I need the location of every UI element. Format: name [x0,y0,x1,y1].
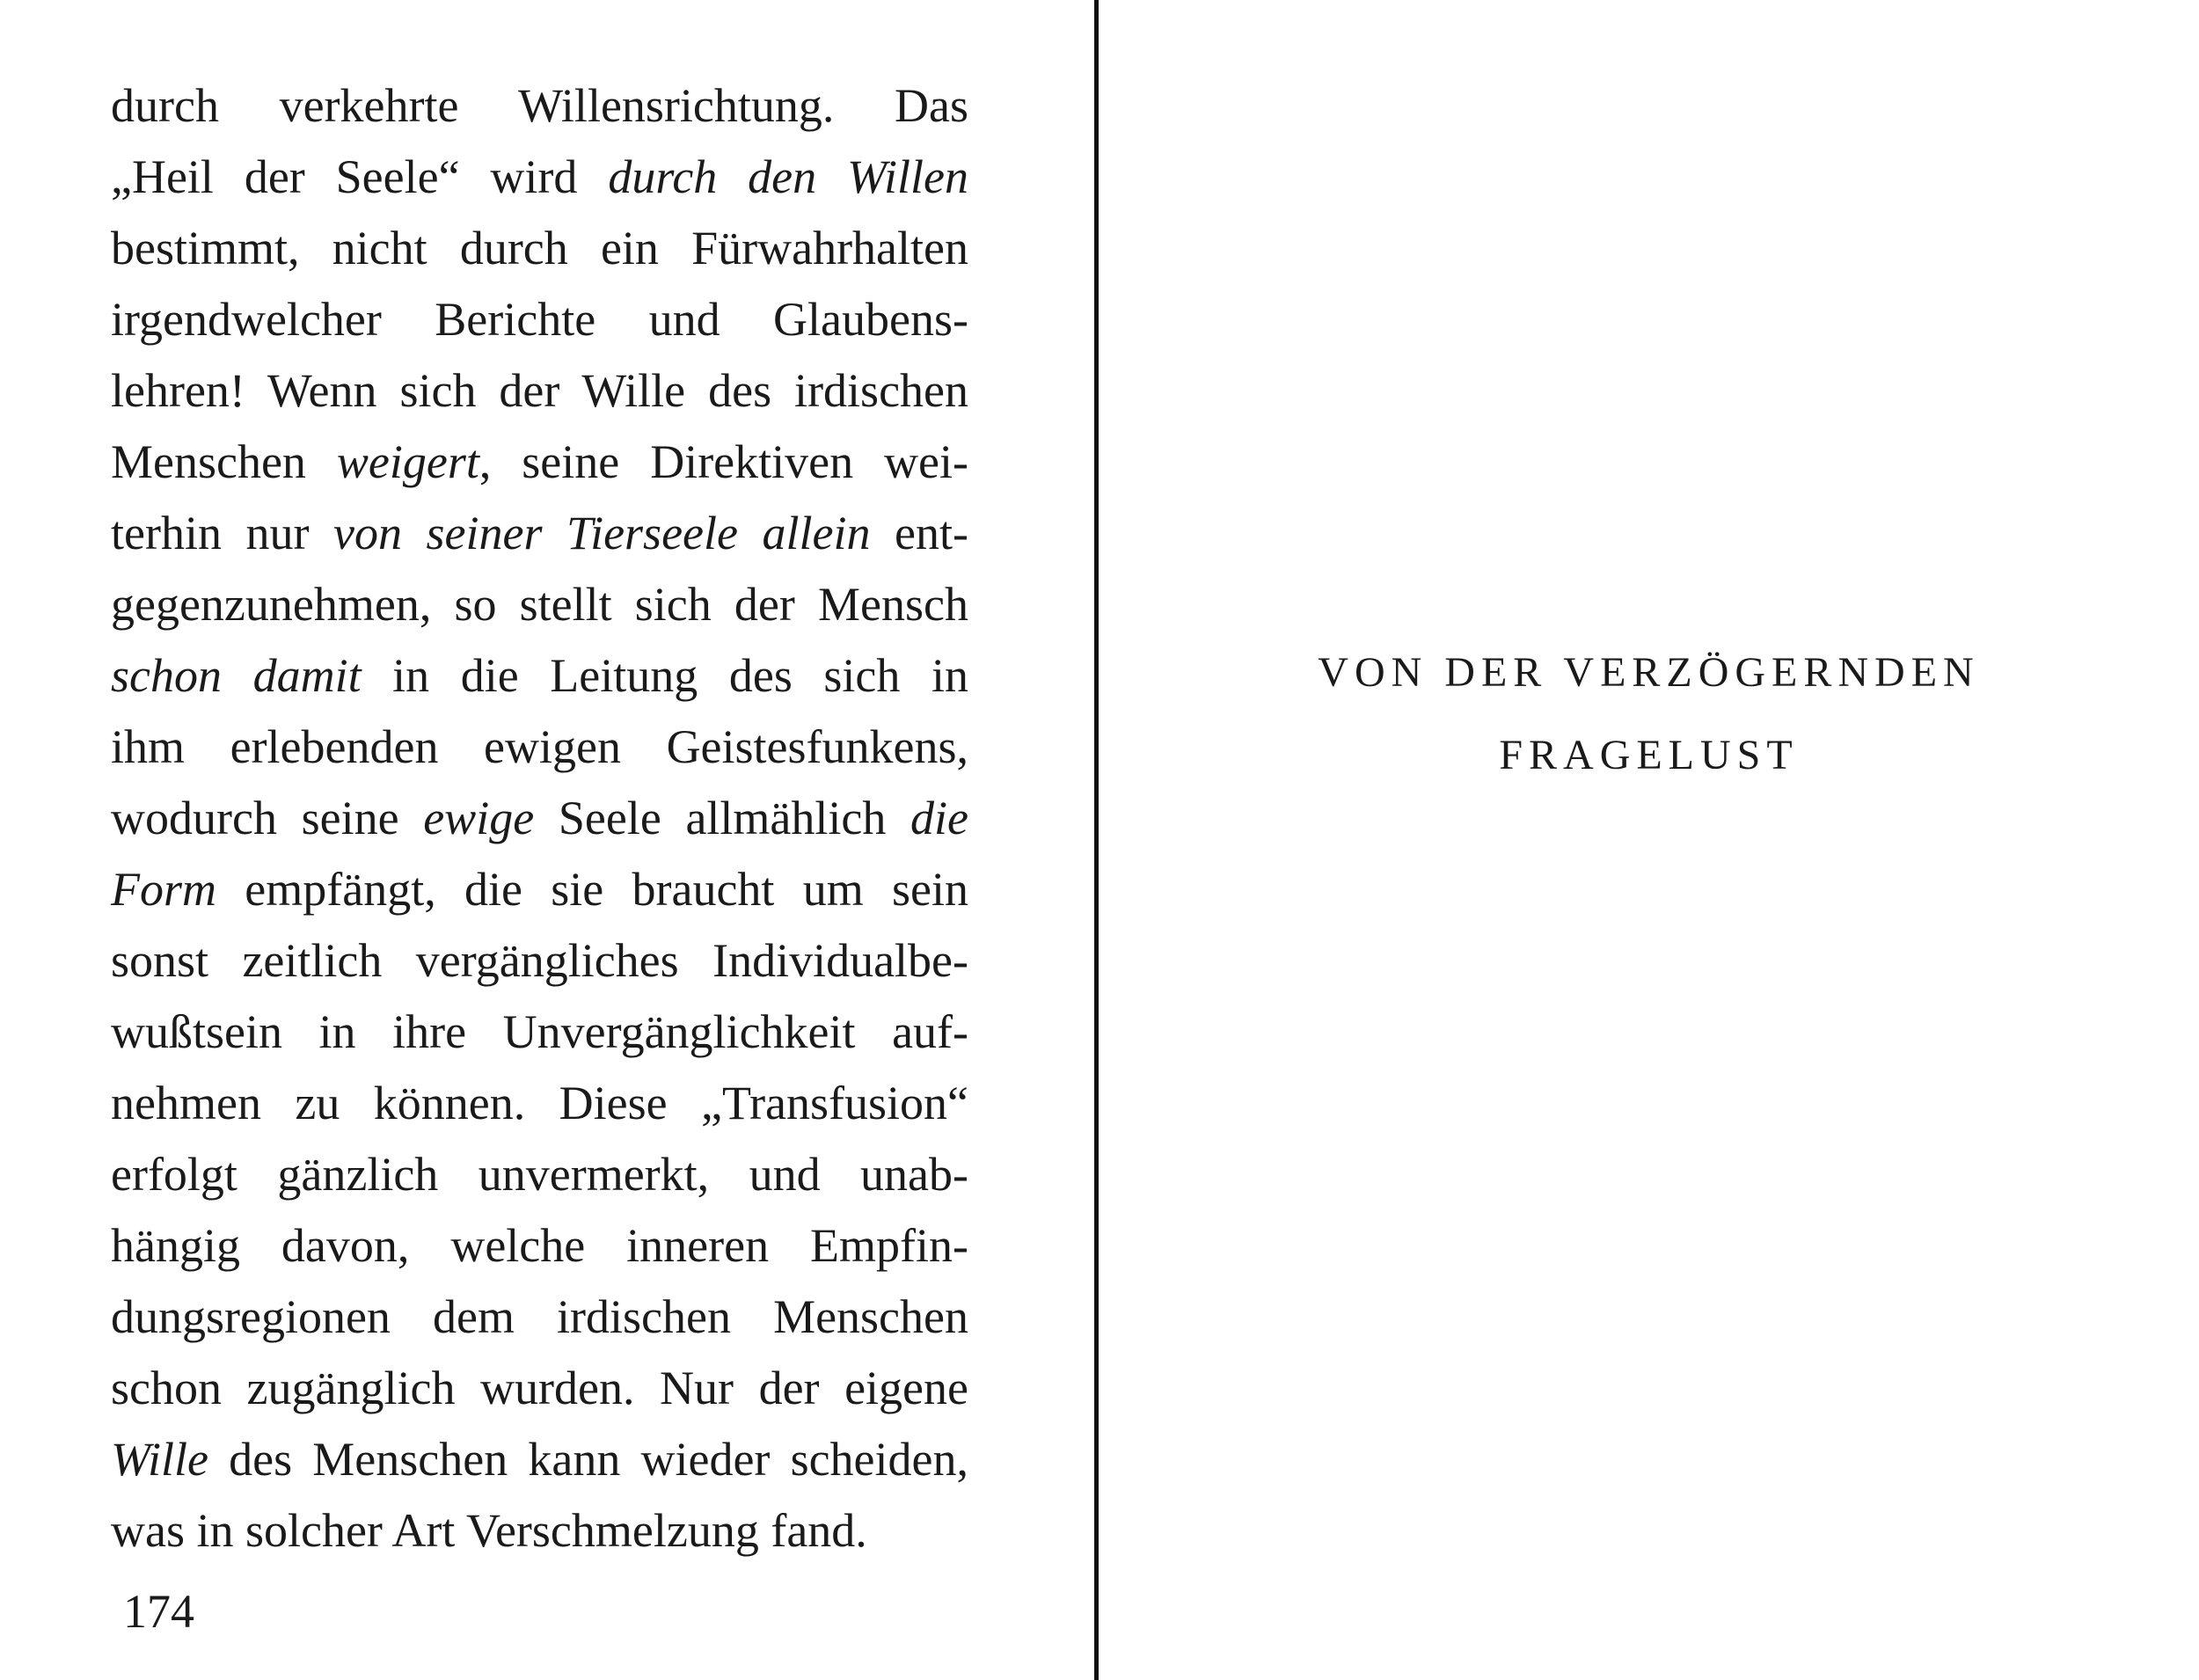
emphasized-text: die [910,792,968,844]
text-segment: terhin nur [111,507,334,559]
text-line [111,997,968,1068]
text-segment: ent- [870,507,968,559]
text-segment: in die Leitung des sich in [361,649,968,702]
emphasized-text: von seiner Tierseele allein [333,507,871,559]
text-segment: lehren! Wenn sich der Wille des irdischen [111,364,968,417]
text-segment: was in solcher Art Verschmelzung fand. [111,1504,867,1557]
text-line [111,70,968,142]
text-line [111,1353,968,1424]
text-segment: irgendwelcher Berichte und Glaubens- [111,293,968,346]
left-page [0,0,1098,1680]
text-segment: sonst zeitlich vergängliches Individualbe- [111,934,968,987]
page-number: 174 [123,1585,194,1638]
text-line [111,213,968,284]
text-segment: nehmen zu können. Diese „Transfusion“ [111,1077,968,1129]
text-segment: wußtsein in ihre Unvergänglichkeit auf- [111,1005,968,1058]
text-line [111,142,968,213]
text-line [111,355,968,427]
text-line [111,783,968,854]
text-segment: , seine Direktiven wei- [479,435,968,488]
text-segment: „Heil der Seele“ wird [111,150,609,203]
emphasized-text: weigert [336,435,479,488]
text-segment: empfängt, die sie braucht um sein [216,863,968,916]
text-line [111,1424,968,1495]
text-line [111,854,968,925]
chapter-title-line: VON DER VERZÖGERNDEN [1318,649,1980,696]
text-line [111,498,968,569]
text-line [111,1068,968,1139]
text-segment: gegenzunehmen, so stellt sich der Mensch [111,578,968,631]
text-segment: dungsregionen dem irdischen Menschen [111,1290,968,1343]
emphasized-text: schon damit [111,649,362,702]
right-page [1099,0,2199,1680]
chapter-title [1099,632,2199,797]
text-line [111,1210,968,1282]
text-segment: hängig davon, welche inneren Empfin- [111,1219,968,1272]
text-segment: durch verkehrte Willensrichtung. Das [111,79,968,132]
body-text [111,70,968,1567]
text-segment: erfolgt gänzlich unvermerkt, und unab- [111,1148,968,1201]
text-segment: Seele allmählich [534,792,911,844]
text-line [111,569,968,640]
text-line [111,1282,968,1353]
text-segment: Menschen [111,435,337,488]
text-line [111,1139,968,1210]
text-segment: schon zugänglich wurden. Nur der eigene [111,1362,968,1414]
text-line [111,427,968,498]
text-segment: ihm erlebenden ewigen Geistesfunkens, [111,720,968,773]
emphasized-text: Form [111,863,216,916]
emphasized-text: Wille [111,1433,208,1486]
text-segment: wodurch seine [111,792,424,844]
text-line [111,712,968,783]
text-segment: bestimmt, nicht durch ein Fürwahrhalten [111,222,968,274]
text-segment: des Menschen kann wieder scheiden, [208,1433,968,1486]
chapter-title-line: FRAGELUST [1499,732,1799,778]
text-line [111,925,968,997]
text-line [111,284,968,355]
emphasized-text: durch den Willen [608,150,968,203]
text-line [111,1495,968,1567]
emphasized-text: ewige [423,792,535,844]
text-line [111,640,968,712]
